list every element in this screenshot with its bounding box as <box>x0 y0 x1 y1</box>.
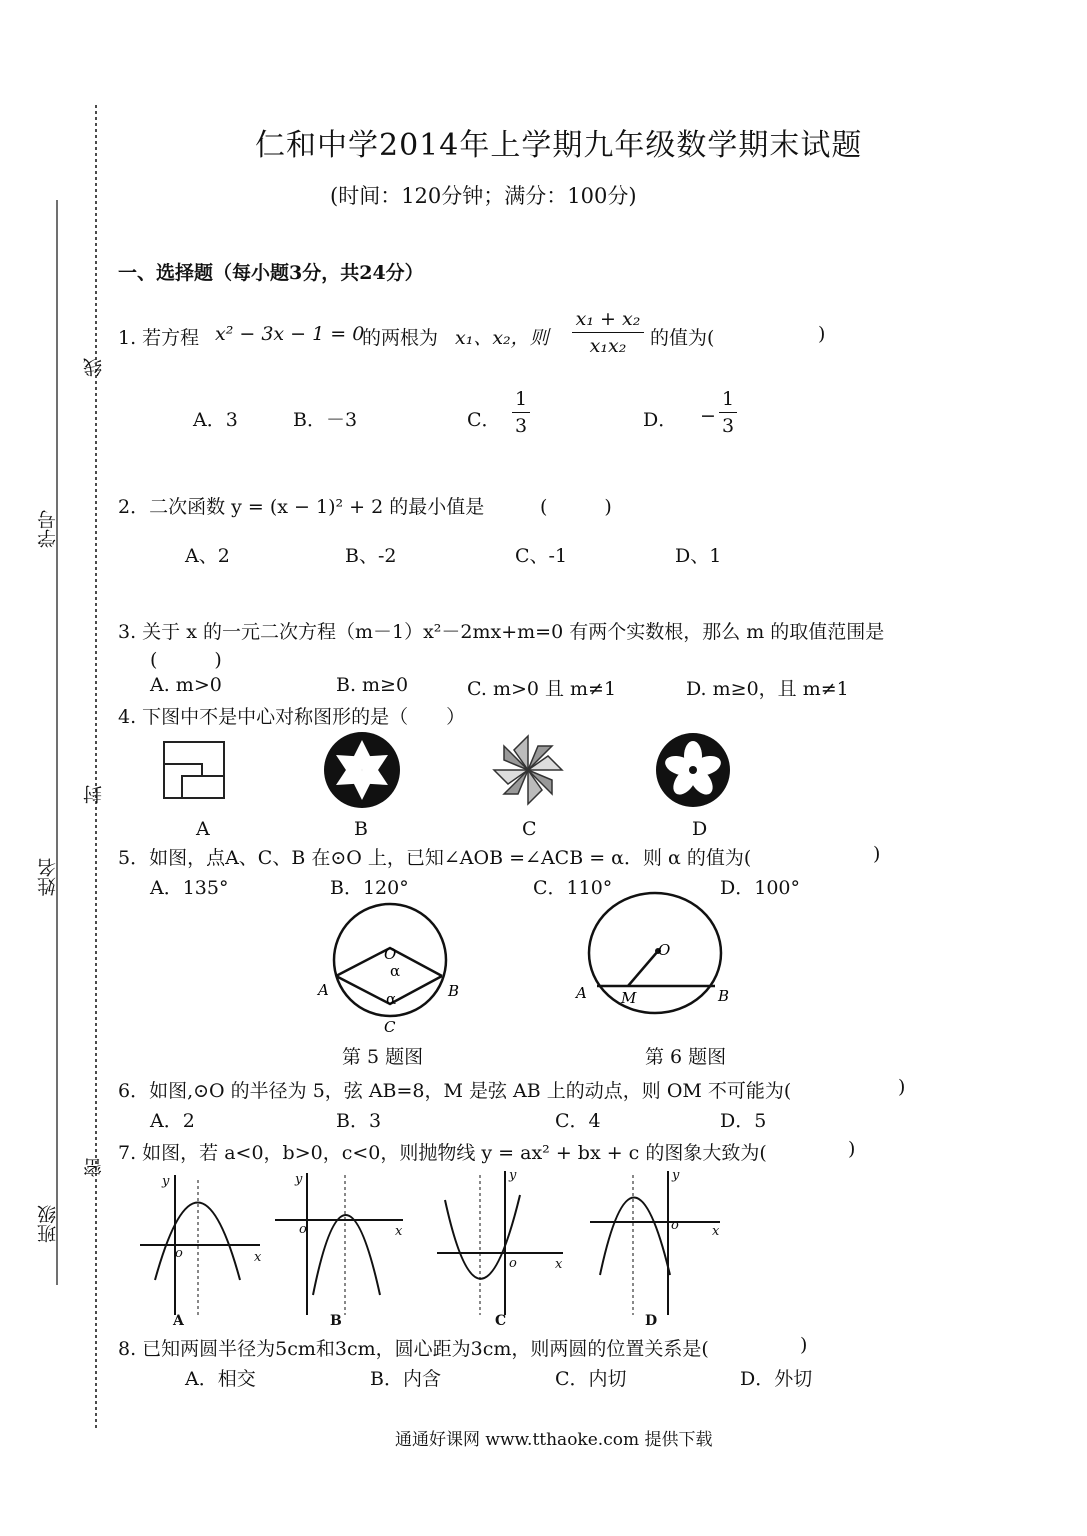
q4-stem: 4. 下图中不是中心对称图形的是（ ） <box>118 706 466 728</box>
fig5-alpha-bottom: α <box>386 990 397 1008</box>
q8-option-b: B．内含 <box>370 1368 441 1390</box>
q1-option-c-den: 3 <box>514 415 528 437</box>
q4-label-b: B <box>354 818 368 840</box>
q1-option-c-fraction <box>512 388 530 437</box>
q2-option-b: B、-2 <box>345 545 397 567</box>
q8-option-a: A．相交 <box>185 1368 256 1390</box>
page-subtitle: (时间：120分钟；满分：100分) <box>330 184 637 208</box>
q1-roots: x₁、x₂，则 <box>455 327 549 349</box>
q2-option-d: D、1 <box>675 545 722 567</box>
q7-graph-a <box>140 1175 260 1315</box>
figure-6-caption: 第 6 题图 <box>645 1046 727 1068</box>
q4-label-a: A <box>196 818 210 840</box>
q3-option-a: A. m>0 <box>150 674 222 696</box>
q8-option-c: C．内切 <box>555 1368 627 1390</box>
q5-close: ) <box>873 843 881 865</box>
q7a-axis-y: y <box>162 1174 170 1189</box>
q7b-axis-x: x <box>395 1224 403 1239</box>
q8-close: ) <box>800 1334 808 1356</box>
side-name: 姓名 <box>37 858 59 896</box>
q7-stem: 7. 如图，若 a<0，b>0，c<0，则抛物线 y = ax² + bx + c 的图象大致为( <box>118 1142 767 1164</box>
q4-figure-b <box>324 732 400 808</box>
q7-graph-label-b: B <box>330 1313 342 1329</box>
q7b-origin: o <box>299 1222 307 1237</box>
q8-stem: 8. 已知两圆半径为5cm和3cm，圆心距为3cm，则两圆的位置关系是( <box>118 1338 709 1360</box>
q3-option-b: B. m≥0 <box>336 674 409 696</box>
q7-close: ) <box>848 1138 856 1160</box>
fig6-point-a: A <box>576 984 587 1002</box>
side-student-id: 学号 <box>37 510 59 548</box>
q1-prefix: 1. 若方程 <box>118 327 200 349</box>
q7-graph-b <box>275 1173 403 1315</box>
q4-label-c: C <box>522 818 537 840</box>
q1-suffix: 的值为( <box>650 327 715 349</box>
fig6-point-m: M <box>621 989 637 1007</box>
q1-option-d-label: D． <box>643 409 678 431</box>
q8-option-d: D．外切 <box>740 1368 813 1390</box>
q7d-origin: o <box>671 1218 679 1233</box>
q2-stem: 2．二次函数 y = (x − 1)² + 2 的最小值是 <box>118 496 485 518</box>
fig5-point-o: O <box>384 945 397 963</box>
q6-option-a: A．2 <box>150 1110 195 1132</box>
side-label-line: 线 <box>83 358 105 377</box>
q7-graph-label-d: D <box>645 1313 658 1329</box>
q1-option-d-num: 1 <box>721 388 735 410</box>
q1-fraction <box>572 308 644 357</box>
q1-option-d-fraction <box>719 388 737 437</box>
q1-option-b: B．－3 <box>293 409 358 431</box>
q7b-axis-y: y <box>295 1172 303 1187</box>
q1-option-c-label: C． <box>467 409 501 431</box>
figure-5 <box>310 892 470 1042</box>
q5-option-a: A．135° <box>150 877 229 899</box>
side-label-secret: 密 <box>83 1158 105 1177</box>
q5-option-b: B．120° <box>330 877 409 899</box>
fig5-point-c: C <box>384 1018 396 1036</box>
q7a-origin: o <box>175 1246 183 1261</box>
q7-graph-label-c: C <box>495 1313 507 1329</box>
q4-figure-d <box>656 733 730 807</box>
footer-text: 通通好课网 www.tthaoke.com 提供下载 <box>395 1430 713 1450</box>
q6-option-c: C．4 <box>555 1110 601 1132</box>
q7-graph-c <box>437 1171 563 1315</box>
figure-5-caption: 第 5 题图 <box>342 1046 424 1068</box>
q3-option-c: C. m>0 且 m≠1 <box>467 678 617 700</box>
q4-figure-a <box>164 742 224 798</box>
q5-option-d: D．100° <box>720 877 800 899</box>
q4-figures <box>150 728 750 820</box>
q1-option-d-den: 3 <box>721 415 735 437</box>
page-title: 仁和中学2014年上学期九年级数学期末试题 <box>255 128 863 163</box>
q6-option-d: D．5 <box>720 1110 767 1132</box>
q7c-axis-x: x <box>555 1257 563 1272</box>
q7a-axis-x: x <box>254 1250 262 1265</box>
q7d-axis-y: y <box>672 1168 680 1183</box>
q2-bracket: ( ) <box>540 496 612 518</box>
q7c-origin: o <box>509 1256 517 1271</box>
q1-mid: 的两根为 <box>362 327 439 349</box>
q5-stem: 5．如图，点A、C、B 在⊙O 上，已知∠AOB =∠ACB = α．则 α 的值为( <box>118 847 752 869</box>
q5-option-c: C．110° <box>533 877 613 899</box>
q4-label-d: D <box>692 818 708 840</box>
fig5-alpha-top: α <box>390 962 401 980</box>
side-label-seal: 封 <box>83 785 105 804</box>
q7-graph-d <box>590 1171 720 1315</box>
q2-option-a: A、2 <box>185 545 230 567</box>
q1-close: ) <box>818 323 826 345</box>
fig6-point-o: O <box>658 941 671 959</box>
q3-bracket: ( ) <box>150 649 222 671</box>
q2-option-c: C、-1 <box>515 545 568 567</box>
side-class: 班级 <box>37 1205 59 1243</box>
fig6-point-b: B <box>718 987 730 1005</box>
q1-option-d-sign: − <box>700 405 716 427</box>
q7c-axis-y: y <box>509 1168 517 1183</box>
q1-frac-den: x₁x₂ <box>589 335 627 357</box>
q1-equation: x² − 3x − 1 = 0 <box>215 323 365 345</box>
q3-option-d: D. m≥0，且 m≠1 <box>686 678 849 700</box>
binding-margin <box>0 0 110 1536</box>
figure-6 <box>570 885 740 1015</box>
q6-stem: 6．如图,⊙O 的半径为 5，弦 AB=8，M 是弦 AB 上的动点，则 OM 不可能为( <box>118 1080 792 1102</box>
q3-stem: 3. 关于 x 的一元二次方程（m－1）x²－2mx+m=0 有两个实数根，那么 m 的取值范围是 <box>118 621 885 643</box>
section-heading: 一、选择题（每小题3分，共24分） <box>118 262 424 284</box>
q1-frac-num: x₁ + x₂ <box>575 308 641 330</box>
q4-figure-c <box>494 736 562 804</box>
q7d-axis-x: x <box>712 1224 720 1239</box>
q6-option-b: B．3 <box>336 1110 382 1132</box>
q1-option-a: A．3 <box>193 409 238 431</box>
q7-graphs <box>135 1165 735 1330</box>
q6-close: ) <box>898 1076 906 1098</box>
fig5-point-b: B <box>448 982 460 1000</box>
q7-graph-label-a: A <box>173 1313 184 1329</box>
fig5-point-a: A <box>318 981 329 999</box>
q1-option-c-num: 1 <box>514 388 528 410</box>
